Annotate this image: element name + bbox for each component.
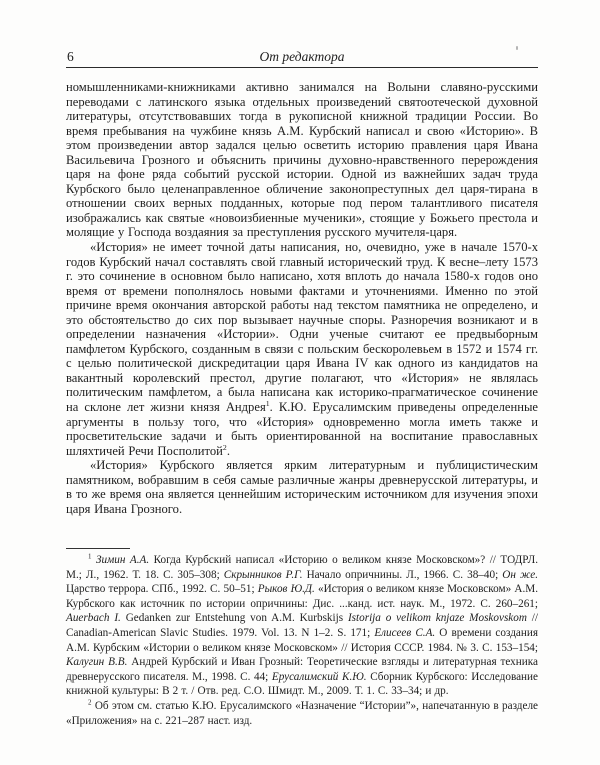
text-run: .: [226, 443, 230, 458]
italic-run: Елисеев С.А.: [374, 626, 436, 639]
body-text: [66, 80, 538, 516]
italic-run: Зимин А.А.: [95, 554, 150, 566]
text-run: «История о великом князе Московском» А.М. Курбского как источник по истории опричнины: Дис. ...канд. ист. наук. М., 1972. С. 260–261;: [66, 583, 538, 610]
paragraph: [66, 80, 538, 240]
text-run: «История» Курбского является ярким литературным и публицистическим памятником, вобравшим в себя самые различные жанры древнерусской литературы, и в то же время она является ценнейшим историческим источником для изучения эпохи царя Ивана Грозного.: [66, 458, 538, 516]
text-run: номышленниками-книжниками активно занимался на Волыни славяно-русскими переводами с латинского языка отдельных произведений святоотеческой духовной литературы, отсутствовавших тогда в рукописной книжной традиции России. Во время пребывания на чужбине князь А.М. Курбский написал и свою «Историю». В этом произведении автор задался целью осветить историю правления царя Ивана Васильевича Грозного и объяснить причины духовно-нравственного перерождения царя на фоне ряда событий русской истории. Одной из важнейших задач труда Курбского было целенаправленное обличение законопреступных дел царя-тирана в отношении своих верных подданных, которые под пером талантливого писателя изображались как святые «новоизбиенные мученики», стоящие у Божьего престола и молящие у Господа воздаяния за преступления русского мучителя-царя.: [66, 80, 538, 240]
italic-run: Auerbach I.: [66, 612, 121, 625]
footnotes: [66, 553, 538, 728]
text-run: // Canadian-American Slavic Studies. 1979. Vol. 13. N 1–2. S. 171;: [66, 612, 538, 639]
footnote: [66, 699, 538, 728]
text-run: «История» не имеет точной даты написания, но, очевидно, уже в начале 1570-х годов Курбский начал составлять свой главный исторический труд. К весне–лету 1573 г. это сочинение в основном было написано, хотя вплоть до начала 1580-х годов оно время от времени пополнялось новыми фактами и уточнениями. Именно по этой причине время окончания авторской работы над текстом памятника не определено, и это обстоятельство до сих пор вызывает научные споры. Разноречия возникают и в определении назначения «Истории». Одни ученые считают ее предвыборным памфлетом Курбского, созданным в связи с польским бескоролевьем в 1572 и 1574 гг. с целью политической дискредитации царя Ивана IV как одного из кандидатов на вакантный королевский престол, другие полагают, что «История» не являлась политическим памфлетом, а была написана как историко-прагматическое сочинение на склоне лет жизни князя Андрея: [66, 240, 538, 415]
text-run: Об этом см. статью К.Ю. Ерусалимского «Назначение “Истории”», напечатанную в разделе «Приложения» на с. 221–287 наст. изд.: [66, 699, 538, 727]
footnote-marker: 1: [88, 552, 92, 561]
header-rule: [66, 67, 538, 68]
footnote-separator: [66, 548, 130, 549]
footnote-marker: 1: [265, 398, 270, 408]
paragraph: [66, 240, 538, 458]
italic-run: Он же.: [502, 568, 538, 581]
italic-run: Рыков Ю.Д.: [257, 583, 315, 596]
paragraph: [66, 458, 538, 516]
text-run: Когда Курбский написал «Историю о великом князе Московском»? // ТОДРЛ. М.; Л., 1962. Т. 18. С. 305–308;: [66, 554, 538, 581]
text-run: . К.Ю. Ерусалимским приведены определенные аргументы в пользу того, что «История» одновременно могла иметь также и просветительские задачи и быть ориентированной на воспитание православных шляхтичей Речи Посполитой: [66, 400, 538, 458]
page-header: [66, 49, 538, 65]
italic-run: Калугин В.В.: [66, 656, 128, 669]
footnote-marker: 2: [88, 698, 92, 707]
scan-speck: [516, 46, 518, 50]
footnote-marker: 2: [222, 442, 227, 452]
text-run: Gedanken zur Entstehung von A.M. Kurbskijs: [120, 612, 348, 625]
text-run: Царство террора. СПб., 1992. С. 50–51;: [66, 583, 258, 596]
footnote: [66, 553, 538, 699]
text-run: О времени создания А.М. Курбским «Истории о великом князе Московском» // История СССР. 1984. № 3. С. 153–154;: [66, 626, 538, 654]
italic-run: Istorija o velikom knjaze Moskovskom: [347, 612, 527, 625]
text-run: Андрей Курбский и Иван Грозный: Теоретические взгляды и литературная техника древнерусского писателя. М., 1998. С. 44;: [66, 656, 538, 683]
italic-run: Ерусалимский К.Ю.: [271, 670, 367, 683]
running-title: От редактора: [259, 49, 345, 64]
text-run: Начало опричнины. Л., 1966. С. 38–40;: [302, 568, 503, 581]
italic-run: Скрынников Р.Г.: [223, 568, 303, 581]
text-run: Сборник Курбского: Исследование книжной культуры: В 2 т. / Отв. ред. С.О. Шмидт. М., 2009. Т. 1. С. 33–34; и др.: [66, 670, 538, 698]
page-number: 6: [67, 49, 74, 64]
